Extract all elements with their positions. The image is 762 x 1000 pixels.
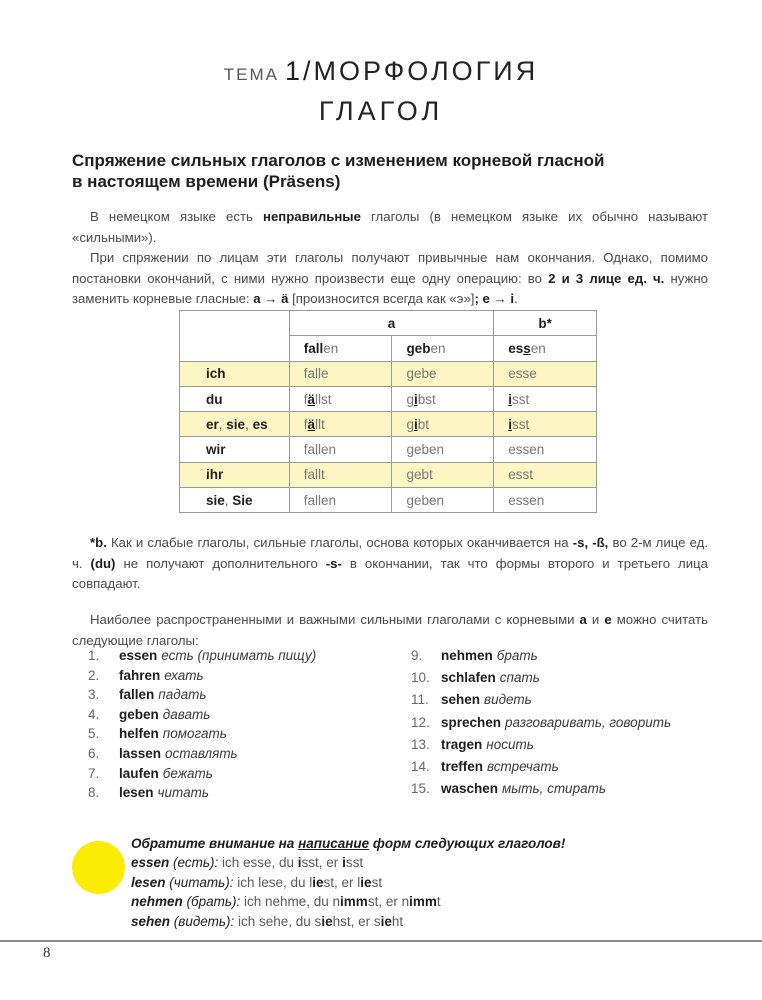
highlighted-vowel: ie	[321, 913, 333, 929]
verb-translation: брать	[496, 648, 538, 663]
conjugated-form-cell	[392, 437, 494, 462]
ending: en	[530, 340, 546, 356]
form-text: geben	[406, 442, 444, 458]
verb-number: 10.	[411, 670, 430, 686]
table-row	[180, 412, 597, 437]
verb-translation: падать	[158, 687, 207, 703]
table-group-row	[180, 311, 597, 336]
form-text: sst	[345, 855, 364, 871]
verb-list-item	[88, 666, 316, 686]
verb-list-item	[411, 712, 671, 734]
highlighted-vowel: imm	[340, 894, 368, 910]
form-text: llst	[314, 391, 332, 407]
separator: ,	[245, 416, 253, 432]
verb-german: lassen	[119, 745, 162, 761]
verb-translation: спать	[499, 670, 540, 686]
verb-list-item	[411, 689, 671, 711]
verb-infinitive: lesen	[131, 874, 166, 890]
verb-list-item	[88, 744, 316, 764]
form-text: f	[303, 391, 308, 407]
ending: en	[430, 340, 446, 356]
vowel-rule-a: a → ä	[253, 291, 289, 306]
conjugated-form-cell	[494, 462, 597, 487]
verb-translation: помогать	[162, 726, 227, 742]
yellow-marker-icon	[72, 841, 125, 894]
form-text: ich lese, du l	[233, 874, 313, 890]
conjugated-form-cell	[289, 412, 392, 437]
pronoun: du	[206, 391, 223, 407]
bold-s: -s-	[325, 555, 342, 571]
text: во 2-м лице ед. ч.	[72, 535, 708, 571]
chapter-title-line	[0, 54, 762, 92]
text: Обратите внимание на	[131, 836, 299, 851]
bold-term: 2 и 3 лице ед. ч.	[548, 270, 665, 286]
verb-header-geben	[392, 336, 494, 361]
stem: geb	[406, 340, 431, 356]
form-text: fallen	[303, 442, 336, 458]
underlined-word: написание	[298, 836, 370, 851]
bold-endings: -s, -ß,	[572, 535, 609, 550]
attention-box	[131, 834, 565, 931]
separator: ,	[218, 416, 227, 432]
table-row	[180, 361, 597, 386]
chapter-subtitle: ГЛАГОЛ	[318, 96, 444, 126]
changed-vowel: ä	[307, 416, 315, 432]
text: глаголы (в немецком языке их обычно называют «сильными»).	[72, 209, 708, 245]
form-text: gebe	[406, 366, 437, 382]
pronoun-cell	[180, 462, 290, 487]
verb-german: fallen	[119, 687, 155, 703]
verb-infinitive: sehen	[131, 913, 171, 929]
verb-translation: давать	[162, 706, 211, 722]
verb-header-fallen	[289, 336, 392, 361]
verb-german: waschen	[441, 781, 499, 797]
attention-title	[131, 834, 565, 853]
text: [произносится всегда как «э»]	[288, 291, 475, 306]
verb-german: sehen	[441, 692, 481, 708]
form-text: f	[303, 416, 308, 432]
stem: es	[508, 340, 524, 356]
table-row	[180, 462, 597, 487]
table-row	[180, 437, 597, 462]
text: можно считать следующие глаголы:	[72, 612, 708, 648]
form-text: gebt	[406, 467, 433, 483]
verb-german: fahren	[119, 667, 161, 683]
text: Наиболее распространенными и важными сильными глаголами с корневыми	[90, 612, 580, 627]
verb-number: 8.	[88, 785, 100, 801]
form-text: fallt	[303, 467, 325, 483]
form-text: hst, er s	[332, 913, 381, 929]
pronoun: es	[252, 416, 268, 432]
conjugation-table	[179, 310, 597, 513]
verb-number: 7.	[88, 765, 100, 781]
changed-vowel: i	[413, 391, 418, 407]
group-header-b: b*	[494, 311, 597, 336]
table-row	[180, 386, 597, 411]
changed-vowel: i	[508, 391, 512, 407]
verb-german: laufen	[119, 765, 159, 781]
verb-number: 1.	[88, 648, 100, 663]
pronoun-cell	[180, 361, 290, 386]
pronoun: ihr	[206, 467, 224, 483]
attention-item	[131, 892, 565, 911]
ending: en	[323, 340, 339, 356]
table-row	[180, 488, 597, 513]
form-text: llt	[314, 416, 325, 432]
form-text: ich sehe, du s	[234, 913, 322, 929]
pronoun: wir	[206, 442, 226, 458]
verb-infinitive: nehmen	[131, 894, 183, 910]
pronoun: sie	[226, 416, 246, 432]
attention-item	[131, 853, 565, 872]
conjugated-form-cell	[392, 386, 494, 411]
form-text: g	[406, 416, 414, 432]
changed-vowel: i	[413, 416, 418, 432]
conjugated-form-cell	[289, 437, 392, 462]
form-text: essen	[508, 492, 545, 508]
page-divider	[0, 940, 762, 942]
text: При спряжении по лицам эти глаголы получают привычные нам окончания. Однако, помимо постановки окончаний, с ними нужно произвести еще одну операцию: во	[72, 250, 708, 286]
changed-vowel: i	[508, 416, 512, 432]
footnote-mark: *b.	[90, 535, 107, 550]
conjugated-form-cell	[494, 361, 597, 386]
chapter-title	[0, 54, 762, 130]
form-text: geben	[406, 492, 444, 508]
verb-german: tragen	[441, 736, 483, 752]
verb-list-column-2	[411, 645, 671, 800]
verb-translation: (видеть):	[170, 913, 235, 929]
verb-translation: есть (принимать пищу)	[161, 648, 317, 663]
verb-translation: (брать):	[182, 894, 241, 910]
form-text: sst	[511, 391, 530, 407]
verb-list-item	[88, 724, 316, 744]
conjugated-form-cell	[289, 386, 392, 411]
verb-list-item	[411, 756, 671, 778]
form-text: essen	[508, 442, 545, 458]
separator: ,	[224, 492, 233, 508]
conjugated-form-cell	[494, 437, 597, 462]
verb-list-item	[88, 685, 316, 705]
verb-german: lesen	[119, 785, 154, 801]
verb-list-column-1	[88, 646, 316, 803]
section-heading	[72, 150, 712, 192]
verb-translation: бежать	[162, 765, 213, 781]
verb-list-item	[411, 645, 671, 667]
text: нужно заменить корневые гласные:	[72, 270, 708, 306]
form-text: sst, er	[301, 855, 343, 871]
verb-translation: ехать	[164, 667, 204, 683]
verb-list-item	[88, 646, 316, 666]
footnote-b	[72, 533, 708, 595]
verb-translation: встречать	[487, 759, 559, 775]
verb-german: helfen	[119, 726, 159, 742]
form-text: esst	[508, 467, 533, 483]
verb-translation: оставлять	[165, 745, 238, 761]
verb-list-item	[411, 734, 671, 756]
verb-number: 12.	[411, 714, 430, 730]
verb-number: 6.	[88, 745, 100, 761]
form-text: falle	[303, 366, 329, 382]
table-corner-cell	[180, 311, 290, 362]
group-header-a: a	[289, 311, 494, 336]
conjugated-form-cell	[289, 361, 392, 386]
conjugated-form-cell	[494, 412, 597, 437]
attention-item	[131, 912, 565, 931]
bold-du: (du)	[90, 555, 116, 571]
verb-header-essen	[494, 336, 597, 361]
changed-vowel: ä	[307, 391, 315, 407]
verb-translation: (читать):	[165, 874, 234, 890]
text: В немецком языке есть	[90, 209, 263, 224]
verb-number: 13.	[411, 736, 430, 752]
form-text: bt	[417, 416, 429, 432]
highlighted-vowel: i	[297, 855, 302, 871]
pronoun: sie	[206, 492, 225, 508]
verb-translation: читать	[157, 785, 209, 801]
chapter-prefix: ТЕМА	[223, 65, 280, 84]
pronoun: ich	[206, 366, 226, 382]
verb-list-item	[411, 667, 671, 689]
verb-number: 14.	[411, 759, 430, 775]
verb-number: 5.	[88, 726, 100, 742]
form-text: ich esse, du	[218, 855, 298, 871]
verb-list-item	[88, 705, 316, 725]
verb-german: treffen	[441, 759, 484, 775]
form-text: g	[406, 391, 414, 407]
form-text: esse	[508, 366, 537, 382]
verb-translation: видеть	[484, 692, 532, 708]
text: и	[586, 612, 605, 627]
verb-german: geben	[119, 706, 159, 722]
bold-vowel-e: e	[604, 612, 612, 627]
verb-translation: разговаривать, говорить	[505, 714, 672, 730]
verb-list-item	[88, 764, 316, 784]
text: не получают дополнительного	[115, 555, 326, 571]
pronoun-cell	[180, 412, 290, 437]
section-heading-line1: Спряжение сильных глаголов с изменением корневой гласной	[72, 151, 605, 170]
pronoun-cell	[180, 488, 290, 513]
stem-underlined: s	[523, 340, 531, 356]
verb-number: 3.	[88, 687, 100, 703]
bold-term: неправильные	[262, 209, 361, 224]
verb-translation: мыть, стирать	[502, 781, 606, 797]
highlighted-vowel: ie	[360, 874, 372, 890]
conjugated-form-cell	[494, 386, 597, 411]
highlighted-vowel: ie	[312, 874, 324, 890]
form-text: st, er l	[323, 874, 361, 890]
verb-translation: носить	[486, 736, 534, 752]
text: в окончании, так что формы второго и третьего лица совпадают.	[72, 555, 708, 591]
verb-list-item	[411, 778, 671, 800]
conjugated-form-cell	[289, 488, 392, 513]
verb-number: 4.	[88, 706, 100, 722]
section-heading-line2: в настоящем времени (Präsens)	[72, 172, 341, 191]
conjugated-form-cell	[392, 488, 494, 513]
verb-translation: (есть):	[169, 855, 219, 871]
form-text: ht	[391, 913, 404, 929]
bold-vowel-a: a	[579, 612, 587, 627]
highlighted-vowel: ie	[380, 913, 392, 929]
stem: fall	[303, 340, 324, 356]
pronoun-cell	[180, 437, 290, 462]
form-text: t	[436, 894, 441, 910]
highlighted-vowel: imm	[409, 894, 437, 910]
form-text: sst	[511, 416, 530, 432]
conjugated-form-cell	[392, 462, 494, 487]
form-text: ich nehme, du n	[240, 894, 341, 910]
text: .	[514, 291, 518, 306]
verb-number: 11.	[411, 692, 429, 708]
verb-german: sprechen	[441, 714, 502, 730]
chapter-main-title: 1/МОРФОЛОГИЯ	[285, 56, 539, 86]
attention-item	[131, 873, 565, 892]
intro-paragraph-1	[72, 207, 708, 248]
form-text: st, er n	[367, 894, 410, 910]
pronoun: Sie	[232, 492, 253, 508]
intro-paragraph-2	[72, 248, 708, 310]
page-number: 8	[43, 945, 51, 961]
verb-number: 9.	[411, 648, 423, 663]
conjugated-form-cell	[289, 462, 392, 487]
verb-german: schlafen	[441, 670, 496, 686]
verb-german: nehmen	[441, 648, 493, 663]
form-text: st	[371, 874, 383, 890]
verb-infinitive: essen	[131, 855, 170, 871]
verb-number: 15.	[411, 781, 430, 797]
text: форм следующих глаголов!	[369, 836, 566, 851]
verb-list-item	[88, 783, 316, 803]
pronoun: er	[206, 416, 219, 432]
verb-german: essen	[119, 648, 158, 663]
conjugated-form-cell	[392, 412, 494, 437]
text: Как и слабые глаголы, сильные глаголы, основа которых оканчивается на	[106, 535, 573, 550]
highlighted-vowel: i	[342, 855, 346, 871]
form-text: bst	[417, 391, 436, 407]
verb-number: 2.	[88, 667, 100, 683]
form-text: fallen	[303, 492, 336, 508]
conjugated-form-cell	[392, 361, 494, 386]
conjugated-form-cell	[494, 488, 597, 513]
pronoun-cell	[180, 386, 290, 411]
vowel-rule-e: ; e → i	[474, 291, 515, 306]
